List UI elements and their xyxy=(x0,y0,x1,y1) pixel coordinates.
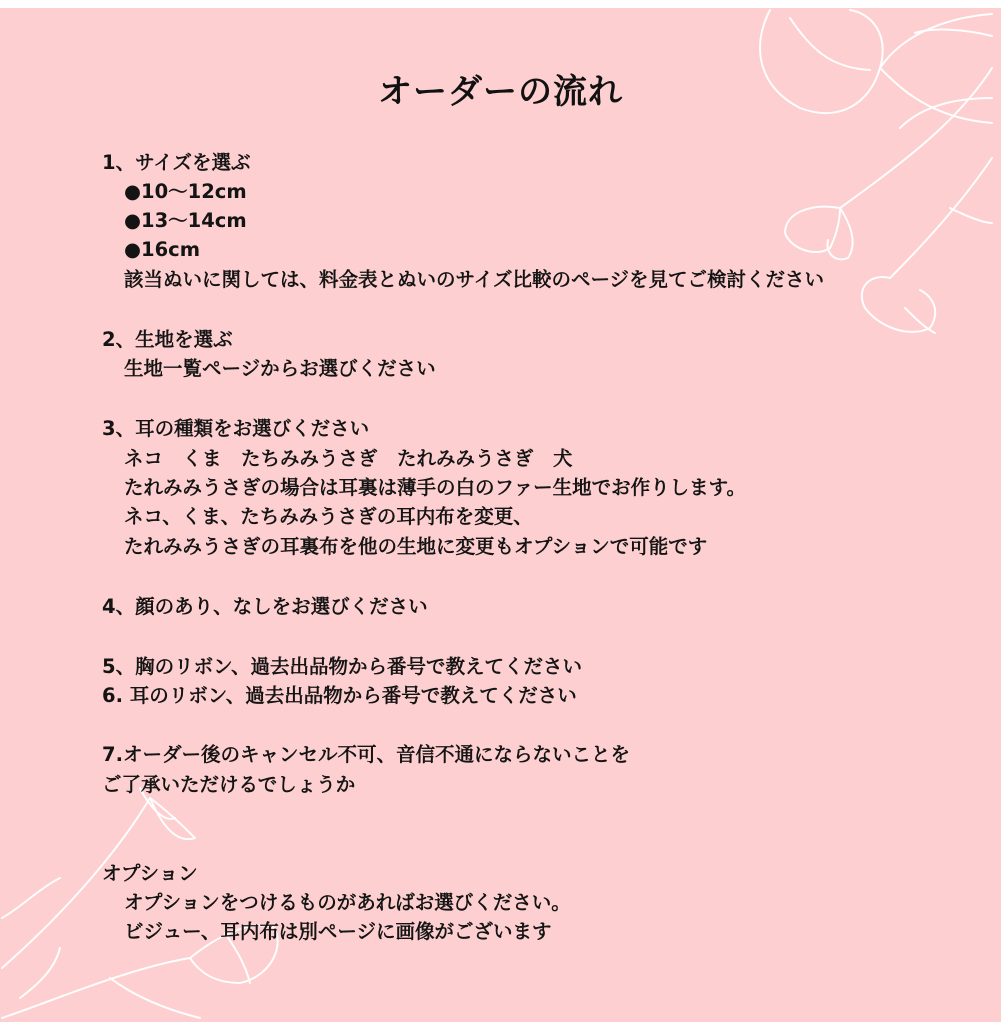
option-line-1: オプションをつけるものがあればお選びください。 xyxy=(124,891,571,914)
ears-types: ネコ くま たちみみうさぎ たれみみうさぎ 犬 xyxy=(124,447,573,470)
ears-note-3: たれみみうさぎの耳裏布を他の生地に変更もオプションで可能です xyxy=(124,535,708,558)
option-heading: オプション xyxy=(102,862,198,885)
size-option-1: ●10〜12cm xyxy=(124,180,247,203)
floral-decoration-top-right xyxy=(730,8,1001,348)
option-line-2: ビジュー、耳内布は別ページに画像がございます xyxy=(124,920,552,943)
size-option-3: ●16cm xyxy=(124,238,201,261)
order-flow-card xyxy=(0,8,1001,1022)
ear-ribbon-line: 6. 耳のリボン、過去出品物から番号で教えてください xyxy=(102,684,577,707)
face-heading: 4、顔のあり、なしをお選びください xyxy=(102,595,428,618)
cancel-policy-line-2: ご了承いただけるでしょうか xyxy=(102,773,356,796)
page-title: オーダーの流れ xyxy=(378,72,623,112)
ears-heading: 3、耳の種類をお選びください xyxy=(102,417,370,440)
size-option-2: ●13〜14cm xyxy=(124,209,247,232)
cancel-policy-line-1: 7.オーダー後のキャンセル不可、音信不通にならないことを xyxy=(102,743,630,766)
fabric-note: 生地一覧ページからお選びください xyxy=(124,357,436,380)
ears-note-1: たれみみうさぎの場合は耳裏は薄手の白のファー生地でお作りします。 xyxy=(124,476,747,499)
size-heading: 1、サイズを選ぶ xyxy=(102,151,251,174)
fabric-heading: 2、生地を選ぶ xyxy=(102,328,233,351)
size-note: 該当ぬいに関しては、料金表とぬいのサイズ比較のページを見てご検討ください xyxy=(124,268,825,291)
chest-ribbon-line: 5、胸のリボン、過去出品物から番号で教えてください xyxy=(102,655,583,678)
ears-note-2: ネコ、くま、たちみみうさぎの耳内布を変更、 xyxy=(124,505,533,528)
